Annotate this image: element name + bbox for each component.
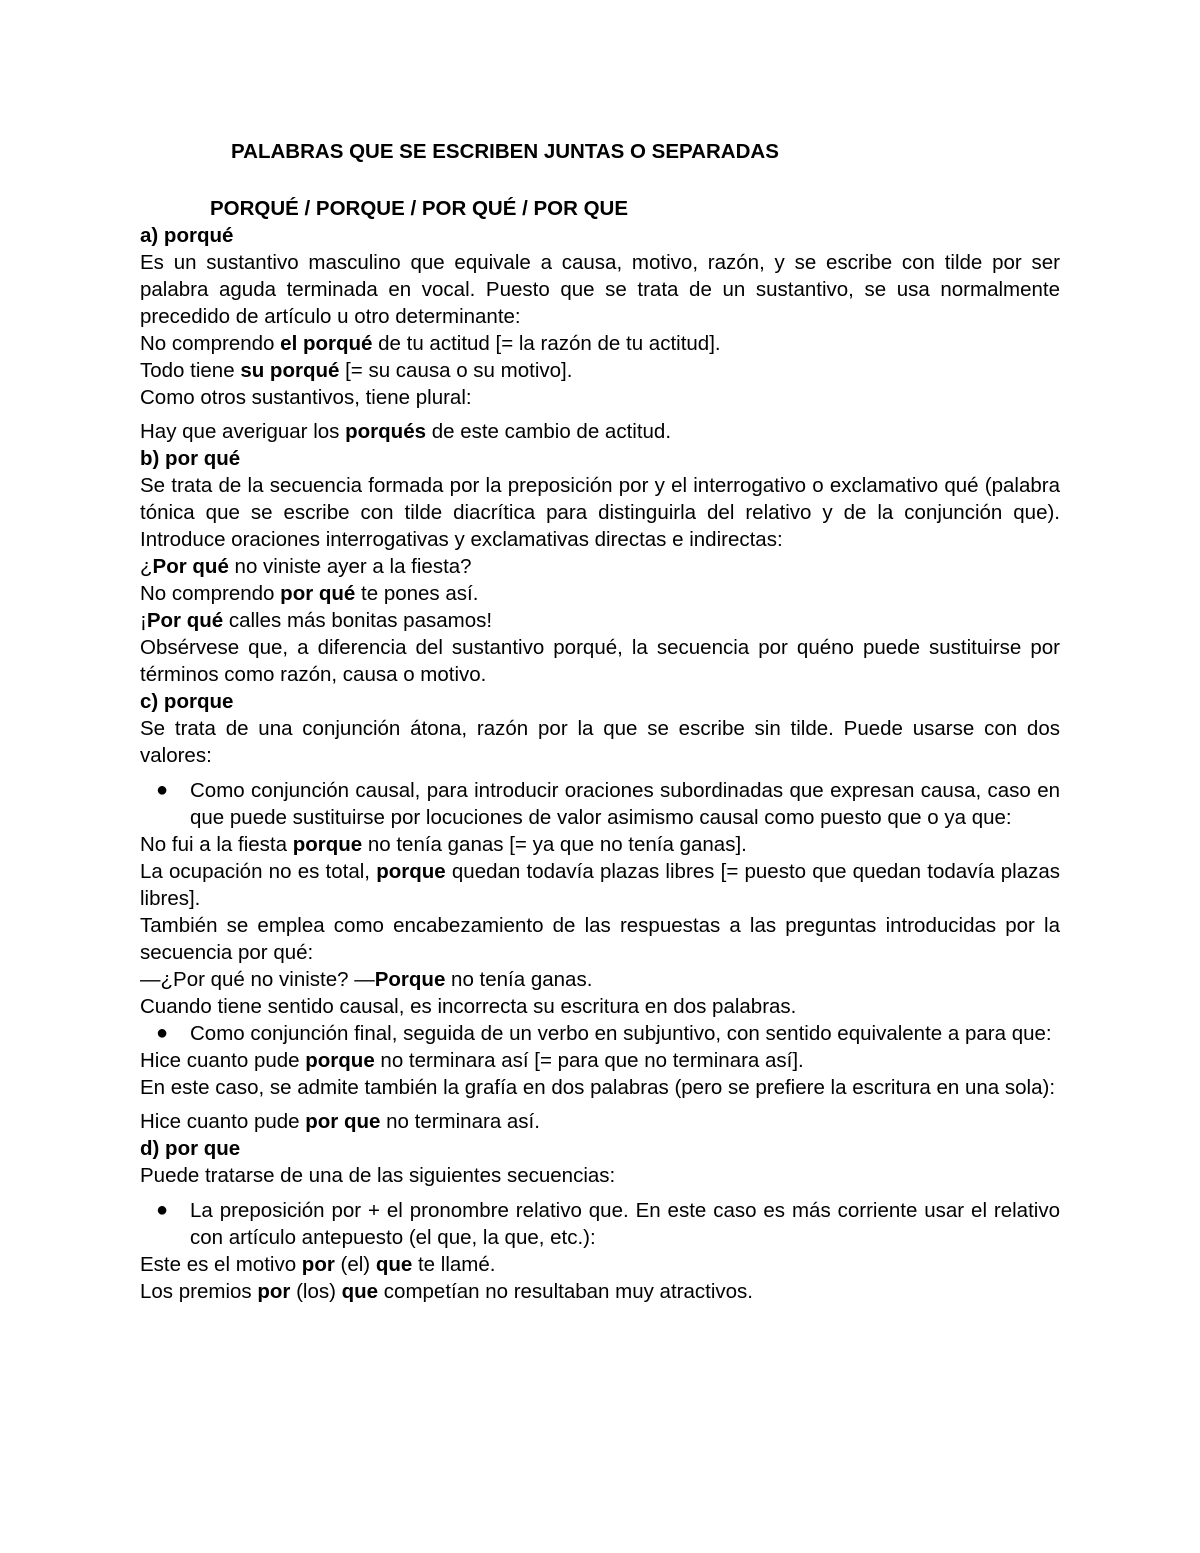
section-a-plural-note: Como otros sustantivos, tiene plural: xyxy=(140,386,472,409)
section-c-example-4 xyxy=(140,1047,1060,1074)
section-c-intro: Se trata de una conjunción átona, razón por la que se escribe sin tilde. Puede usarse con dos valores: xyxy=(140,717,1060,767)
example-text: ¿ xyxy=(140,555,153,578)
example-bold: porqués xyxy=(345,420,426,443)
example-text: La ocupación no es total, xyxy=(140,860,377,883)
example-bold: su porqué xyxy=(240,359,340,382)
example-text: no terminara así [= para que no terminara así]. xyxy=(374,1049,804,1072)
document-page xyxy=(140,138,1060,1305)
example-bold: por que xyxy=(305,1110,381,1133)
section-c-bullet-1 xyxy=(140,777,1060,831)
bullet-icon: ● xyxy=(156,779,169,801)
section-b-heading: b) por qué xyxy=(140,447,241,470)
section-b-note: Obsérvese que, a diferencia del sustantivo porqué, la secuencia por quéno puede sustituirse por términos como razón, causa o motivo. xyxy=(140,636,1060,686)
example-text: —¿Por qué no viniste? — xyxy=(140,968,375,991)
example-text: No fui a la fiesta xyxy=(140,833,293,856)
example-text: ¡ xyxy=(140,609,147,632)
section-d-example-1 xyxy=(140,1251,1060,1278)
section-d-bullet-1 xyxy=(140,1197,1060,1251)
document-title: PALABRAS QUE SE ESCRIBEN JUNTAS O SEPARADAS xyxy=(231,140,779,163)
example-text: de tu actitud [= la razón de tu actitud]. xyxy=(372,332,721,355)
example-text: Hay que averiguar los xyxy=(140,420,346,443)
example-bold: por xyxy=(301,1253,335,1276)
example-text: Hice cuanto pude xyxy=(140,1110,306,1133)
example-bold: por qué xyxy=(280,582,356,605)
example-text: Hice cuanto pude xyxy=(140,1049,306,1072)
example-text: No comprendo xyxy=(140,332,281,355)
section-d-example-2 xyxy=(140,1278,1060,1305)
bullet-text: Como conjunción final, seguida de un verbo en subjuntivo, con sentido equivalente a para que: xyxy=(190,1022,1052,1045)
example-bold: que xyxy=(341,1280,379,1303)
example-bold: que xyxy=(375,1253,413,1276)
example-bold: por xyxy=(257,1280,291,1303)
section-c-also: También se emplea como encabezamiento de las respuestas a las preguntas introducidas por la secuencia por qué: xyxy=(140,914,1060,964)
example-text: no viniste ayer a la fiesta? xyxy=(228,555,472,578)
bullet-icon: ● xyxy=(156,1022,169,1044)
example-text: de este cambio de actitud. xyxy=(426,420,672,443)
example-text: te pones así. xyxy=(355,582,479,605)
example-text: Los premios xyxy=(140,1280,258,1303)
example-text: Todo tiene xyxy=(140,359,241,382)
section-c-heading: c) porque xyxy=(140,690,234,713)
section-c-admit-note: En este caso, se admite también la grafía en dos palabras (pero se prefiere la escritura en una sola): xyxy=(140,1076,1056,1099)
example-text: No comprendo xyxy=(140,582,281,605)
example-text: (los) xyxy=(290,1280,342,1303)
example-text: te llamé. xyxy=(412,1253,496,1276)
section-a-intro: Es un sustantivo masculino que equivale a causa, motivo, razón, y se escribe con tilde por ser palabra aguda terminada en vocal. Puesto que se trata de un sustantivo, se usa normalmente precedido de artículo u otro determinante: xyxy=(140,251,1060,328)
section-a-example-1 xyxy=(140,330,1060,357)
section-b-intro: Se trata de la secuencia formada por la preposición por y el interrogativo o exclamativo qué (palabra tónica que se escribe con tilde diacrítica para distinguirla del relativo y de la conjunción que). Introduce oraciones interrogativas y exclamativas directas e indirectas: xyxy=(140,474,1060,551)
example-bold: porque xyxy=(292,833,363,856)
example-text: no tenía ganas [= ya que no tenía ganas]. xyxy=(362,833,747,856)
section-a-example-2 xyxy=(140,357,1060,384)
example-text: [= su causa o su motivo]. xyxy=(339,359,573,382)
section-d-heading: d) por que xyxy=(140,1137,241,1160)
example-bold: porque xyxy=(305,1049,375,1072)
example-text: no tenía ganas. xyxy=(445,968,593,991)
example-text: (el) xyxy=(334,1253,376,1276)
section-a-example-3 xyxy=(140,418,1060,445)
section-c-bullet-2 xyxy=(140,1020,1060,1047)
section-b-example-3 xyxy=(140,607,1060,634)
section-c-example-1 xyxy=(140,831,1060,858)
document-subtitle: PORQUÉ / PORQUE / POR QUÉ / POR QUE xyxy=(210,197,629,220)
section-c-example-5 xyxy=(140,1108,1060,1135)
example-text: no terminara así. xyxy=(380,1110,540,1133)
bullet-icon: ● xyxy=(156,1199,169,1221)
example-text: quedan todavía plazas libres [= puesto que quedan todavía plazas libres]. xyxy=(140,860,1061,910)
example-text: calles más bonitas pasamos! xyxy=(223,609,493,632)
section-b-example-2 xyxy=(140,580,1060,607)
section-b-example-1 xyxy=(140,553,1060,580)
example-text: Este es el motivo xyxy=(140,1253,302,1276)
section-c-example-3 xyxy=(140,966,1060,993)
example-bold: el porqué xyxy=(280,332,373,355)
section-d-intro: Puede tratarse de una de las siguientes secuencias: xyxy=(140,1164,616,1187)
example-bold: porque xyxy=(376,860,446,883)
example-bold: Por qué xyxy=(146,609,224,632)
example-text: competían no resultaban muy atractivos. xyxy=(378,1280,753,1303)
section-c-example-2 xyxy=(140,858,1060,912)
bullet-text: La preposición por + el pronombre relativo que. En este caso es más corriente usar el relativo con artículo antepuesto (el que, la que, etc.): xyxy=(190,1199,1060,1249)
bullet-text: Como conjunción causal, para introducir oraciones subordinadas que expresan causa, caso en que puede sustituirse por locuciones de valor asimismo causal como puesto que o ya que: xyxy=(190,779,1060,829)
example-bold: Por qué xyxy=(152,555,229,578)
section-a-heading: a) porqué xyxy=(140,224,234,247)
example-bold: Porque xyxy=(374,968,446,991)
section-c-incorrect-note: Cuando tiene sentido causal, es incorrecta su escritura en dos palabras. xyxy=(140,995,797,1018)
